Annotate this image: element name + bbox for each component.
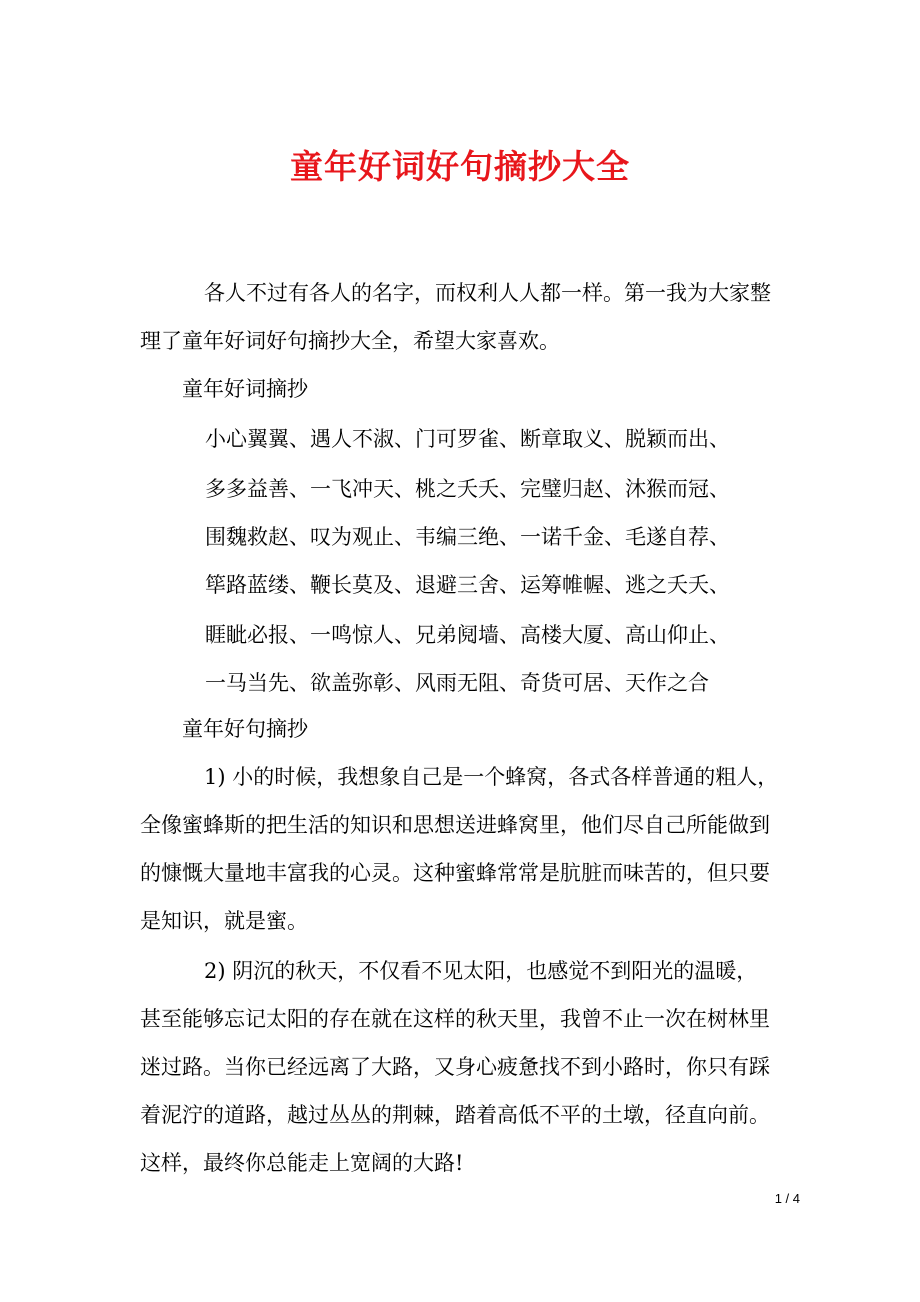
word-list-line: 小心翼翼、遇人不淑、门可罗雀、断章取义、脱颖而出、 <box>205 427 730 451</box>
intro-line: 理了童年好词好句摘抄大全，希望大家喜欢。 <box>140 329 560 353</box>
sentence-item-1-line: 的慷慨大量地丰富我的心灵。这种蜜蜂常常是肮脏而味苦的，但只要 <box>140 861 770 885</box>
words-heading: 童年好词摘抄 <box>182 377 308 401</box>
intro-line: 各人不过有各人的名字，而权利人人都一样。第一我为大家整 <box>204 281 771 305</box>
sentence-item-2-line: 着泥泞的道路，越过丛丛的荆棘，踏着高低不平的土墩，径直向前。 <box>140 1103 770 1127</box>
sentence-item-1-line: 1) 小的时候，我想象自己是一个蜂窝，各式各样普通的粗人， <box>204 765 779 789</box>
word-list-line: 筚路蓝缕、鞭长莫及、退避三舍、运筹帷幄、逃之夭夭、 <box>205 573 730 597</box>
sentence-item-2-line: 迷过路。当你已经远离了大路，又身心疲惫找不到小路时，你只有踩 <box>140 1055 770 1079</box>
sentence-item-1-line: 是知识，就是蜜。 <box>140 909 308 933</box>
word-list-line: 围魏救赵、叹为观止、韦编三绝、一诺千金、毛遂自荐、 <box>205 525 730 549</box>
sentences-heading: 童年好句摘抄 <box>182 717 308 741</box>
page-number: 1 / 4 <box>774 1191 800 1206</box>
sentence-item-2-line: 甚至能够忘记太阳的存在就在这样的秋天里，我曾不止一次在树林里 <box>140 1007 770 1031</box>
document-title: 童年好词好句摘抄大全 <box>290 147 630 186</box>
word-list-line: 多多益善、一飞冲天、桃之夭夭、完璧归赵、沐猴而冠、 <box>205 477 730 501</box>
sentence-item-2-line: 2) 阴沉的秋天，不仅看不见太阳，也感觉不到阳光的温暖， <box>204 959 758 983</box>
word-list-line: 睚眦必报、一鸣惊人、兄弟阋墙、高楼大厦、高山仰止、 <box>205 623 730 647</box>
sentence-item-2-line: 这样，最终你总能走上宽阔的大路! <box>140 1151 464 1175</box>
sentence-item-1-line: 全像蜜蜂斯的把生活的知识和思想送进蜂窝里，他们尽自己所能做到 <box>140 813 770 837</box>
word-list-line: 一马当先、欲盖弥彰、风雨无阻、奇货可居、天作之合 <box>205 671 709 695</box>
